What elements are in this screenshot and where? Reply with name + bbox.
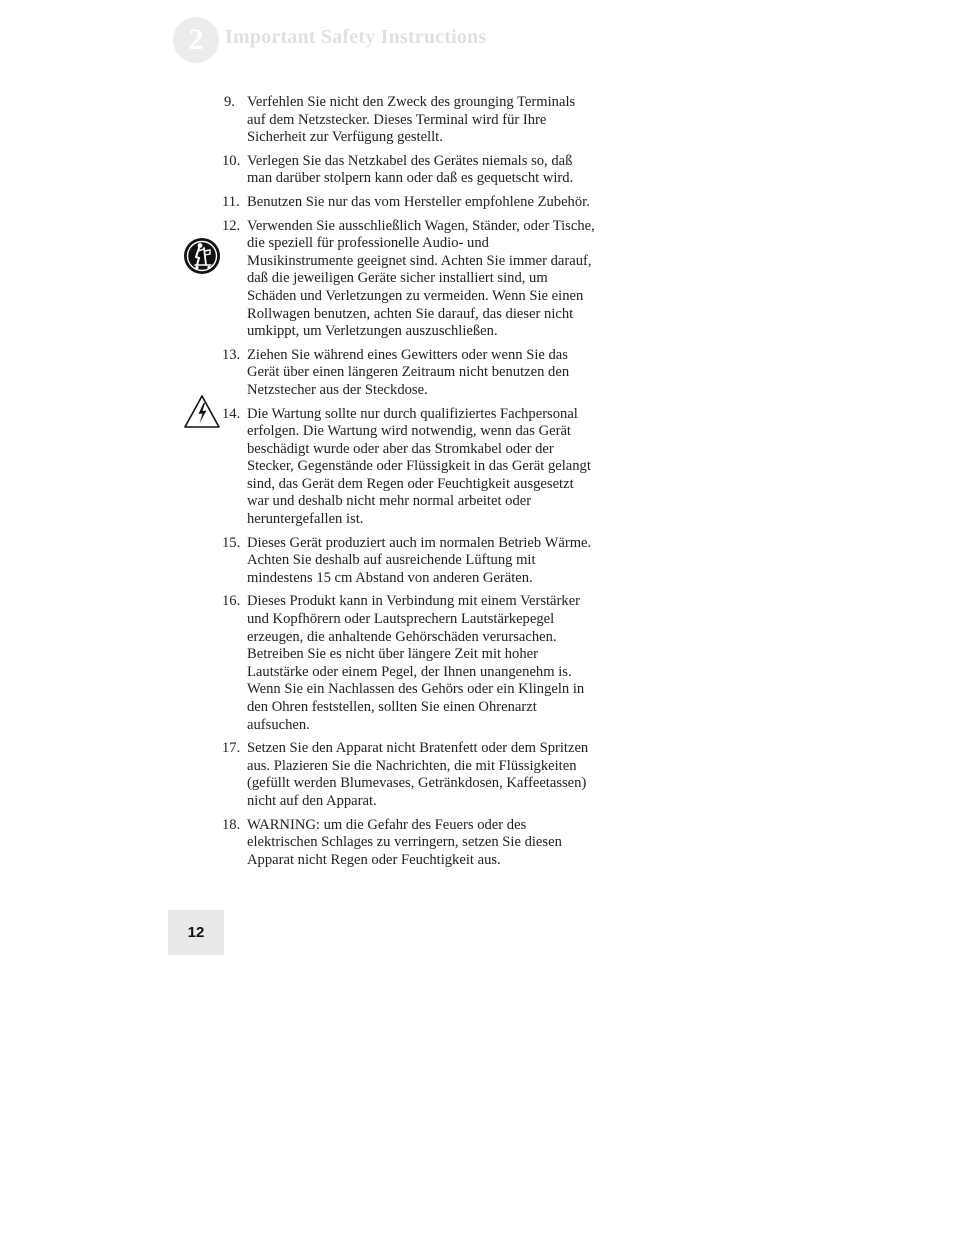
instruction-item-11	[222, 194, 597, 212]
item-text: Dieses Produkt kann in Verbindung mit einem Verstärker und Kopfhörern oder Lautsprechern Lautstärkepegel erzeugen, die anhaltende Gehörschäden verursachen. Betreiben Sie es nicht über längere Zeit mit hoher Lautstärke oder einem Pegel, der Ihnen unangenehm is. Wenn Sie ein Nachlassen des Gehörs oder ein Klingeln in den Ohren feststellen, sollten Sie einen Ohrenarzt aufsuchen.	[247, 593, 585, 733]
item-text: WARNING: um die Gefahr des Feuers oder des elektrischen Schlages zu verringern, setzen Sie diesen Apparat nicht Regen oder Feuchtigkeit aus.	[247, 816, 562, 868]
instruction-item-16	[222, 593, 597, 734]
item-text: Die Wartung sollte nur durch qualifiziertes Fachpersonal erfolgen. Die Wartung wird notwendig, wenn das Gerät beschädigt wurde oder aber das Stromkabel oder der Stecker, Gegenstände oder Flüssigkeit in das Gerät gelangt sind, das Gerät dem Regen oder Feuchtigkeit ausgesetzt war und deshalb nicht mehr normal arbeitet oder heruntergefallen ist.	[247, 405, 591, 528]
item-number: 12.	[222, 217, 241, 234]
instruction-item-13	[222, 347, 597, 400]
instruction-item-10	[222, 153, 597, 188]
item-number: 16.	[222, 593, 241, 610]
chapter-number-badge: 2	[173, 17, 219, 63]
cart-tip-over-warning-icon	[183, 237, 221, 275]
item-text: Verlegen Sie das Netzkabel des Gerätes niemals so, daß man darüber stolpern kann oder daß es gequetscht wird.	[247, 152, 574, 187]
item-text: Benutzen Sie nur das vom Hersteller empfohlene Zubehör.	[247, 193, 590, 210]
item-text: Setzen Sie den Apparat nicht Bratenfett oder dem Spritzen aus. Plazieren Sie die Nachrichten, die mit Flüssigkeiten (gefüllt werden Blumevases, Getränkdosen, Kaffeetassen) nicht auf den Apparat.	[247, 740, 589, 809]
instruction-item-12	[222, 218, 597, 341]
item-text: Verwenden Sie ausschließlich Wagen, Ständer, oder Tische, die speziell für professionelle Audio- und Musikinstrumente geeignet sind. Achten Sie immer darauf, daß die jeweiligen Geräte sicher installiert sind, um Schäden und Verletzungen zu vermeiden. Wenn Sie einen Rollwagen benutzen, achten Sie darauf, das dieser nicht umkippt, um Verletzungen auszuschließen.	[247, 217, 595, 340]
electric-shock-warning-icon	[183, 394, 221, 429]
instruction-item-17	[222, 740, 597, 810]
instruction-item-9	[222, 94, 597, 147]
item-number: 15.	[222, 534, 241, 551]
item-number: 10.	[222, 152, 241, 169]
instruction-item-14	[222, 406, 597, 529]
item-number: 17.	[222, 740, 241, 757]
item-number: 9.	[224, 94, 235, 110]
item-text: Ziehen Sie während eines Gewitters oder wenn Sie das Gerät über einen längeren Zeitraum nicht benutzen den Netzstecher aus der Steckdose.	[247, 346, 570, 398]
item-number: 14.	[222, 405, 241, 422]
instruction-item-18	[222, 817, 597, 870]
page-number-box	[168, 910, 224, 955]
item-number: 13.	[222, 346, 241, 363]
safety-instruction-list	[222, 94, 597, 875]
item-text: Dieses Gerät produziert auch im normalen Betrieb Wärme. Achten Sie deshalb auf ausreichende Lüftung mit mindestens 15 cm Abstand von anderen Geräten.	[247, 534, 592, 586]
item-number: 18.	[222, 816, 241, 833]
item-number: 11.	[222, 193, 240, 210]
chapter-title: Important Safety Instructions	[225, 26, 487, 48]
item-text: Verfehlen Sie nicht den Zweck des grounging Terminals auf dem Netzstecker. Dieses Terminal wird für Ihre Sicherheit zur Verfügung gestellt.	[247, 94, 576, 146]
page-number: 12	[187, 924, 205, 941]
instruction-item-15	[222, 535, 597, 588]
